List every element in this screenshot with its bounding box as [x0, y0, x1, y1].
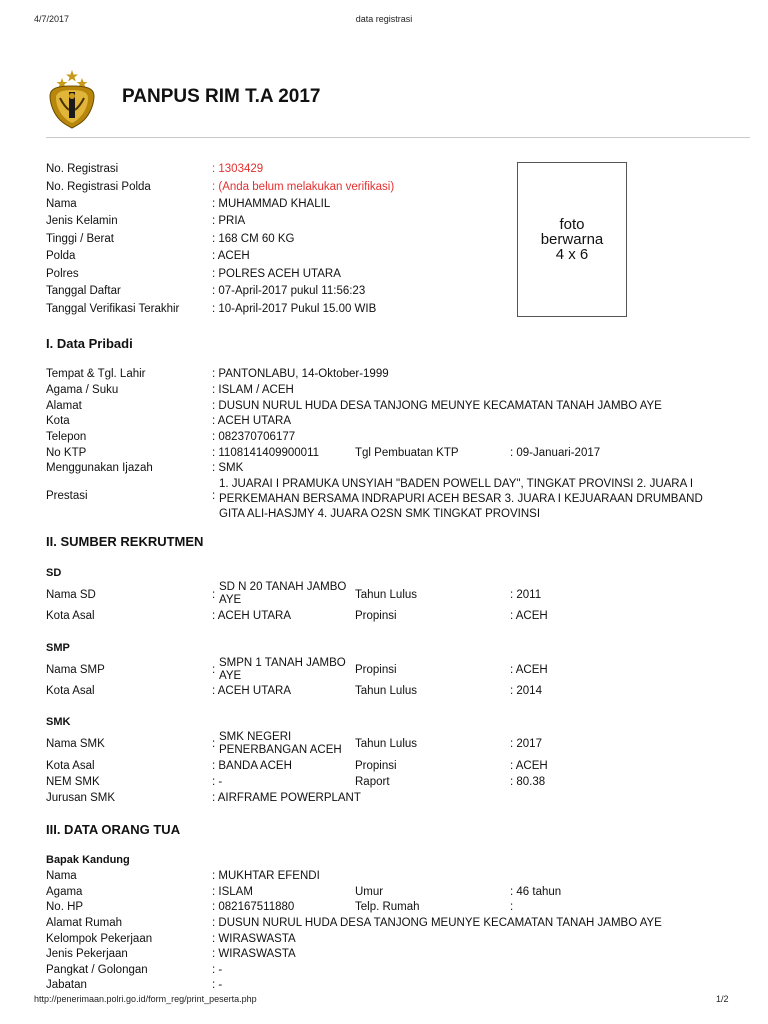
parent-value: : 46 tahun: [510, 886, 562, 898]
print-title: data registrasi: [355, 14, 413, 24]
school-smp-title: SMP: [46, 642, 70, 654]
parent-label: No. HP: [46, 901, 84, 913]
school-label: Propinsi: [355, 610, 397, 622]
school-colon: :: [212, 664, 216, 676]
school-label: Tahun Lulus: [355, 589, 418, 601]
reg-label: Tanggal Daftar: [46, 285, 121, 297]
parent-label: Agama: [46, 886, 83, 898]
parent-value: : WIRASWASTA: [212, 948, 296, 960]
school-value: : -: [212, 776, 223, 788]
school-label: Kota Asal: [46, 610, 95, 622]
personal-label: Agama / Suku: [46, 384, 119, 396]
personal-value: : DUSUN NURUL HUDA DESA TANJONG MEUNYE KECAMATAN TANAH JAMBO AYE: [212, 400, 662, 412]
personal-label: Kota: [46, 415, 70, 427]
father-title: Bapak Kandung: [46, 854, 130, 866]
reg-value: : MUHAMMAD KHALIL: [212, 198, 331, 210]
school-label: Nama SD: [46, 589, 96, 601]
parent-label: Kelompok Pekerjaan: [46, 933, 153, 945]
parent-label: Telp. Rumah: [355, 901, 420, 913]
school-label: Propinsi: [355, 664, 397, 676]
print-date: 4/7/2017: [34, 14, 70, 24]
reg-label: No. Registrasi: [46, 163, 119, 175]
school-smk-title: SMK: [46, 716, 71, 728]
school-value: : 2011: [510, 589, 542, 601]
school-colon: :: [212, 589, 216, 601]
print-url: http://penerimaan.polri.go.id/form_reg/print_peserta.php: [34, 994, 257, 1004]
prestasi-label: Prestasi: [46, 490, 88, 502]
personal-label: Tempat & Tgl. Lahir: [46, 368, 146, 380]
parent-label: Nama: [46, 870, 77, 882]
reg-value: : 1303429: [212, 163, 264, 175]
ktp-date-label: Tgl Pembuatan KTP: [355, 447, 459, 459]
school-label: Nama SMP: [46, 664, 105, 676]
reg-label: Polres: [46, 268, 79, 280]
parent-value: : DUSUN NURUL HUDA DESA TANJONG MEUNYE KECAMATAN TANAH JAMBO AYE: [212, 917, 662, 929]
personal-value: : ISLAM / ACEH: [212, 384, 294, 396]
school-value: : ACEH: [510, 610, 548, 622]
parent-value: : MUKHTAR EFENDI: [212, 870, 320, 882]
school-colon: :: [212, 738, 216, 750]
school-label: Propinsi: [355, 760, 397, 772]
school-value: : ACEH UTARA: [212, 610, 292, 622]
page-title: PANPUS RIM T.A 2017: [122, 86, 321, 107]
school-value: : AIRFRAME POWERPLANT: [212, 792, 361, 804]
reg-label: No. Registrasi Polda: [46, 181, 151, 193]
parent-label: Jabatan: [46, 979, 87, 991]
reg-value: : PRIA: [212, 215, 246, 227]
reg-label: Tinggi / Berat: [46, 233, 114, 245]
personal-value: : 082370706177: [212, 431, 296, 443]
school-label: Tahun Lulus: [355, 685, 418, 697]
personal-value: : ACEH UTARA: [212, 415, 292, 427]
school-value: SMK NEGERI PENERBANGAN ACEH: [219, 731, 342, 756]
reg-value: : 168 CM 60 KG: [212, 233, 295, 245]
header-divider: [46, 137, 750, 138]
school-value: : ACEH: [510, 760, 548, 772]
parent-value: : -: [212, 964, 223, 976]
school-value: : ACEH UTARA: [212, 685, 292, 697]
reg-value: : 10-April-2017 Pukul 15.00 WIB: [212, 303, 377, 315]
personal-label: Telepon: [46, 431, 87, 443]
parent-label: Umur: [355, 886, 384, 898]
reg-label: Nama: [46, 198, 77, 210]
reg-value: : (Anda belum melakukan verifikasi): [212, 181, 395, 193]
school-label: Jurusan SMK: [46, 792, 116, 804]
ijazah-label: Menggunakan Ijazah: [46, 462, 153, 474]
ijazah-value: : SMK: [212, 462, 244, 474]
reg-value: : ACEH: [212, 250, 250, 262]
school-value: : ACEH: [510, 664, 548, 676]
reg-label: Jenis Kelamin: [46, 215, 118, 227]
parent-value: :: [510, 901, 514, 913]
police-emblem-icon: [40, 66, 104, 130]
personal-value: : PANTONLABU, 14-Oktober-1999: [212, 368, 389, 380]
section-title-data-pribadi: I. Data Pribadi: [46, 336, 133, 351]
parent-label: Pangkat / Golongan: [46, 964, 148, 976]
school-value: : 2014: [510, 685, 542, 697]
ktp-value: : 1108141409900011: [212, 447, 320, 459]
school-value: : BANDA ACEH: [212, 760, 292, 772]
prestasi-colon: :: [212, 490, 216, 502]
school-value: SD N 20 TANAH JAMBO AYE: [219, 581, 347, 606]
parent-label: Alamat Rumah: [46, 917, 123, 929]
parent-value: : WIRASWASTA: [212, 933, 296, 945]
school-label: Kota Asal: [46, 685, 95, 697]
photo-placeholder: [517, 162, 627, 317]
reg-value: : 07-April-2017 pukul 11:56:23: [212, 285, 366, 297]
reg-label: Tanggal Verifikasi Terakhir: [46, 303, 180, 315]
personal-label: Alamat: [46, 400, 82, 412]
parent-value: : -: [212, 979, 223, 991]
school-label: NEM SMK: [46, 776, 100, 788]
school-value: : 80.38: [510, 776, 546, 788]
parent-value: : ISLAM: [212, 886, 253, 898]
reg-label: Polda: [46, 250, 76, 262]
parent-value: : 082167511880: [212, 901, 295, 913]
section-title-data-orang-tua: III. DATA ORANG TUA: [46, 822, 181, 837]
school-label: Tahun Lulus: [355, 738, 418, 750]
ktp-label: No KTP: [46, 447, 87, 459]
section-title-sumber-rekrutmen: II. SUMBER REKRUTMEN: [46, 534, 204, 549]
photo-placeholder-text: foto berwarna 4 x 6: [540, 216, 604, 263]
school-label: Raport: [355, 776, 390, 788]
page-number: 1/2: [716, 994, 729, 1004]
ktp-date-value: : 09-Januari-2017: [510, 447, 601, 459]
school-label: Kota Asal: [46, 760, 95, 772]
school-label: Nama SMK: [46, 738, 105, 750]
school-value: SMPN 1 TANAH JAMBO AYE: [219, 657, 346, 682]
school-sd-title: SD: [46, 567, 62, 579]
school-value: : 2017: [510, 738, 542, 750]
reg-value: : POLRES ACEH UTARA: [212, 268, 341, 280]
prestasi-value: 1. JUARAI I PRAMUKA UNSYIAH "BADEN POWELL DAY", TINGKAT PROVINSI 2. JUARA I PERKEMAHAN BERSAMA INDRAPURI ACEH BESAR 3. JUARA I KEJUARAAN DRUMBAND GITA ALI-HASJMY 4. JUARA O2SN SMK TINGKAT PROVINSI: [219, 478, 703, 520]
parent-label: Jenis Pekerjaan: [46, 948, 128, 960]
